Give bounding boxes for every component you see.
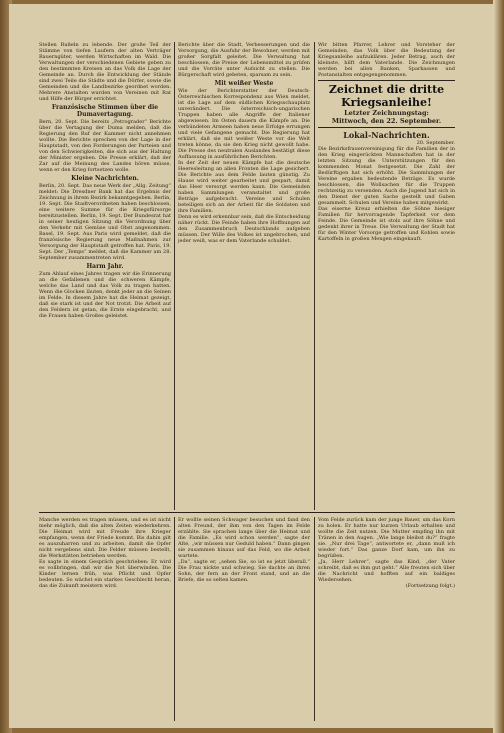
column-1-heading-3: Harm Jahr.: [86, 263, 124, 270]
column-1-paragraph-2: Bern, 20. Sept. Die bereits „Petrograder“ Berichte über die Vertagung der Duma melden, daß die Regierung den Ruf der Kammer nicht annehmen wollte. Die Berichte sprechen von der Lage in der Hauptstadt, von den Forderungen der Parteien und von den Schwierigkeiten, die sich aus der Haltung der Minister ergeben. Die Presse erklärt, daß der Zar auf die Meinung des Landes hören müsse, wenn er den Krieg fortsetzen wolle.: [39, 119, 171, 173]
column-2-heading-1: Mit weißer Weste: [214, 80, 274, 87]
column-1-paragraph-4: Zum Ablauf eines Jahres tragen wir die Erinnerung an die Gefallenen und die schweren Kämpfe, welche das Land und das Volk zu tragen hatten. Wenn die Glocken läuten, denkt jeder an die Seinen im Felde. In diesem Jahre hat die Heimat gezeigt, daß sie stark ist und der Not trotzt. Die Arbeit auf den Feldern ist getan, die Ernte eingebracht, und die Frauen haben Großes geleistet.: [39, 271, 171, 319]
column-3-paragraph-2: Die Bezirksfrauenvereinigung für die Familien der in den Krieg eingerückten Mannschaften hat in der letzten Sitzung die Unterstützungen für den kommenden Monat festgesetzt. Die Zahl der Bedürftigen hat sich erhöht. Die Sammlungen der Vereine ergaben bedeutende Beträge. Es wurde beschlossen, die Wollsachen für die Truppen rechtzeitig zu versenden. Auch die Jugend hat sich in den Dienst der guten Sache gestellt und Gaben gesammelt. Schulen und Vereine haben mitgewirkt.: [318, 146, 455, 206]
war-loan-headline: Zeichnet die dritte Kriegsanleihe!: [328, 83, 445, 109]
bottom-rule-1: [174, 517, 175, 721]
bottom-2-paragraph-2: „Da“, sagte er, „sehen Sie, so ist es jetzt überall.“ Die Frau nickte und schwieg. Sie dachte an ihren Sohn, der fern an der Front stand, und an die Briefe, die so selten kamen.: [178, 559, 310, 583]
continuation-note: (Fortsetzung folgt.): [405, 583, 455, 589]
column-rule-2: [314, 42, 315, 510]
war-loan-subline-2: Mittwoch, den 22. September.: [331, 117, 442, 125]
column-3-paragraph-1: Wir bitten Pfarrer, Lehrer und Vorsteher der Gemeinden, das Volk über die Bedeutung der Kriegsanleihe aufzuklären. Jeder Betrag, auch der kleinste, hilft dem Vaterlande. Die Zeichnungen werden bei allen Banken, Sparkassen und Postanstalten entgegengenommen.: [318, 42, 455, 78]
page-edge: [493, 0, 504, 733]
bottom-column-2: [178, 517, 310, 721]
column-3: [318, 42, 455, 508]
bottom-3-paragraph-1: Vom Felde zurück kam der junge Bauer, um das Korn zu holen. Er hatte nur kurzen Urlaub erhalten und wollte die Zeit nutzen. Die Mutter empfing ihn mit Tränen in den Augen. „Wie lange bleibst du?“ fragte sie. „Nur drei Tage“, antwortete er, „dann muß ich wieder fort.“ Das ganze Dorf kam, um ihn zu begrüßen.: [318, 517, 455, 559]
column-2-paragraph-2: Wie der Berichterstatter der Deutsch-Österreichischen Korrespondenz aus Wien meldet, ist die Lage auf dem südlichen Kriegsschauplatz unverändert. Die österreichisch-ungarischen Truppen haben alle Angriffe der Italiener abgewiesen. Im Osten dauern die Kämpfe an. Die verbündeten Armeen haben neue Erfolge errungen und viele Gefangene gemacht. Die Regierung hat erklärt, daß sie mit weißer Weste vor die Welt treten könne, da sie den Krieg nicht gewollt habe. Die Presse des neutralen Auslandes bestätigt diese Auffassung in ausführlichen Berichten.: [178, 88, 310, 160]
column-1-paragraph-1: Stellen Rußeln zu lebende. Der große Teil der Stämme von tiefen Laufern der alten Verträger Bauerngüter, werden Wirtschaften im Wald. Die Verwaltungen der verschiedenen Gebiete geben zu den bestimmten Kreisen an das Volk die Lage der Gemeinde an. Durch die Entwicklung der Stände sind zwei Teile die Städte und die Dörfer, sowie die Gemeinden und die Landbezirke geordnet worden. Mehrere Anstalten wurden von Vereinen mit Rat und Hilfe der Bürger errichtet.: [39, 42, 171, 102]
war-loan-subline-1: Letzter Zeichnungstag:: [344, 109, 429, 117]
column-3-paragraph-3: Das eiserne Kreuz erhielten die Söhne hiesiger Familien für hervorragende Tapferkeit vor dem Feinde. Die Gemeinde ist stolz auf ihre Söhne und gedenkt ihrer in Treue. Die Verwaltung der Stadt hat für den Winter Vorsorge getroffen und Kohlen sowie Kartoffeln in großen Mengen eingekauft.: [318, 206, 455, 242]
horizontal-rule: [39, 512, 455, 513]
local-news-date: 20. September.: [416, 140, 455, 146]
bottom-1-paragraph-1: Manche werden es tragen müssen, und es ist nicht mehr möglich, daß die alten Zeiten wiederkehren. Die Heimat wird mit Freude ihre Krieger empfangen, wenn der Friede kommt. Bis dahin gilt es auszuharren und zu arbeiten, damit die Opfer nicht vergebens sind. Die Felder müssen bestellt, die Werkstätten betrieben werden.: [39, 517, 171, 559]
column-2: [178, 42, 310, 508]
bottom-2-paragraph-1: Er wollte seinen Schwager besuchen und fand den alten Freund, der ihm von den Tagen im Felde erzählte. Sie sprachen lange über die Heimat und die Familie. „Es wird schon werden“, sagte der Alte, „wir müssen nur Geduld haben.“ Dann gingen sie zusammen hinaus auf das Feld, wo die Arbeit wartete.: [178, 517, 310, 559]
column-1: [39, 42, 171, 508]
column-1-heading-1: Französische Stimmen über die Dumavertagung.: [51, 104, 159, 118]
newspaper-page: [9, 4, 493, 728]
local-news-heading: Lokal-Nachrichten.: [343, 130, 430, 140]
column-1-heading-2: Kleine Nachrichten.: [71, 175, 139, 182]
bottom-column-1: [39, 517, 171, 721]
bottom-3-paragraph-2: „Ja, Herr Lehrer“, sagte das Kind, „der Vater schreibt, daß es ihm gut geht.“ Alle freuten sich über die Nachricht und hofften auf ein baldiges Wiedersehen.: [318, 559, 455, 583]
column-1-paragraph-3: Berlin, 20. Sept. Das neue Werk der „Allg. Zeitung“ meldet: Die Dresdner Bank hat das Ergebnis der Zeichnung in ihrem Bezirk bekanntgegeben. Berlin, 19. Sept. Die Stadtverordneten haben beschlossen, eine weitere Summe für die Kriegsfürsorge bereitzustellen. Berlin, 19. Sept. Der Bundesrat hat in seiner heutigen Sitzung die Verordnung über den Verkehr mit Gemüse und Obst angenommen. Basel, 19. Sept. Aus Paris wird gemeldet, daß die französische Regierung neue Maßnahmen zur Versorgung der Hauptstadt getroffen hat. Paris, 19. Sept. Der „Temps“ meldet, daß die Kammer am 28. September zusammentreten wird.: [39, 183, 171, 261]
column-2-paragraph-4: Denn es wird erkennbar sein, daß die Entscheidung näher rückt. Die Feinde haben ihre Hoffnungen auf den Zusammenbruch Deutschlands aufgeben müssen. Der Wille des Volkes ist ungebrochen, und jeder weiß, was er dem Vaterlande schuldet.: [178, 214, 310, 244]
column-2-paragraph-1: Berichte über die Stadt, Verbesserungen und die Versorgung, die Ausfuhr der Bewohner, werden mit großer Sorgfalt geleitet. Die Verwaltung hat beschlossen, die Preise der Lebensmittel zu prüfen und die Vorräte unter Aufsicht zu stellen. Die Bürgerschaft wird gebeten, sparsam zu sein.: [178, 42, 310, 78]
column-2-paragraph-3: In der Zeit der neuen Kämpfe hat die deutsche Heeresleitung an allen Fronten die Lage gesichert. Die Berichte aus dem Felde lauten günstig. Zu Hause wird weiter gearbeitet und gespart, damit das Heer versorgt werden kann. Die Gemeinden haben Sammlungen veranstaltet und große Beträge aufgebracht. Vereine und Schulen beteiligen sich an der Arbeit für die Soldaten und ihre Familien.: [178, 160, 310, 214]
war-loan-notice: [318, 80, 455, 128]
bottom-rule-2: [314, 517, 315, 721]
bottom-1-paragraph-2: Es sagte in einem Gespräch geschrieben: Er wird es vollbringen, daß wir die Not überwinden. Die Kinder lernen früh, was Pflicht und Opfer bedeuten. So wächst ein starkes Geschlecht heran, das die Zukunft meistern wird.: [39, 559, 171, 589]
column-rule-1: [174, 42, 175, 510]
bottom-column-3: [318, 517, 455, 721]
